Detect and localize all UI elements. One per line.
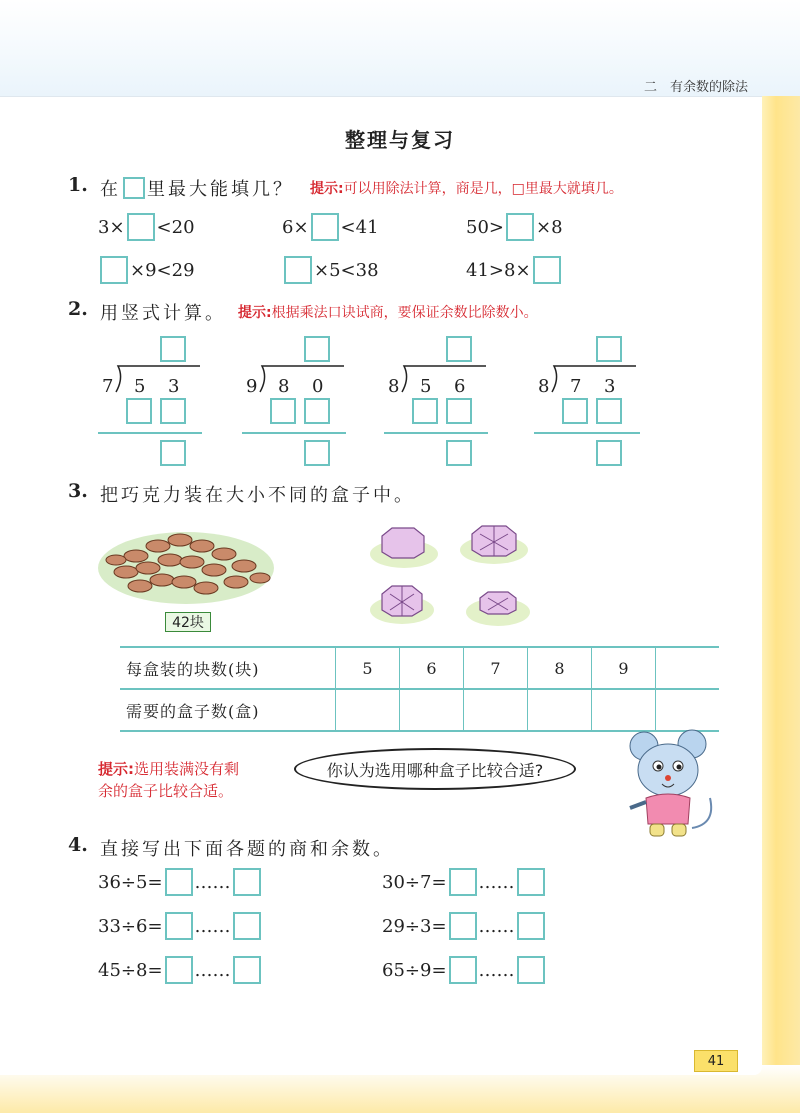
table-row (120, 689, 719, 731)
dividend-4-ones: 3 (604, 376, 616, 397)
q1-text-a: 在 (100, 179, 121, 200)
product-box-4b[interactable] (596, 398, 622, 424)
q3-hint-line2: 余的盒子比较合适。 (98, 782, 234, 800)
quotient-box-2[interactable] (304, 336, 330, 362)
q1-item-6 (466, 256, 561, 284)
q1-answer-box-6[interactable] (533, 256, 561, 284)
mouse-character-illustration (622, 728, 718, 844)
quotient-box-4[interactable] (596, 336, 622, 362)
chocolate-table (120, 646, 719, 732)
division-bracket-1 (112, 364, 202, 394)
divisor-2: 9 (246, 376, 258, 397)
row1-cell: 9 (592, 647, 656, 689)
q1-answer-box-4[interactable] (100, 256, 128, 284)
q4-expr-1: 36÷5= (98, 871, 163, 893)
q1-item-3-post: ×8 (536, 216, 563, 238)
q3-number: 3. (68, 480, 88, 502)
dividend-3-ones: 6 (454, 376, 466, 397)
q1-item-2-post: <41 (340, 216, 379, 238)
q1-hint (310, 178, 623, 198)
q1-item-3-pre: 50> (466, 216, 504, 238)
division-line-2 (242, 432, 346, 434)
q4-dots-4: …… (478, 915, 515, 937)
q4-dots-6: …… (478, 959, 515, 981)
divisor-1: 7 (102, 376, 114, 397)
product-box-3b[interactable] (446, 398, 472, 424)
q1-item-2 (282, 213, 379, 241)
remainder-answer-box-4[interactable] (517, 912, 545, 940)
q4-expr-6: 65÷9= (382, 959, 447, 981)
dividend-1-ones: 3 (168, 376, 180, 397)
q1-number: 1. (68, 174, 88, 196)
row1-cell: 5 (336, 647, 400, 689)
q1-item-5 (284, 256, 379, 284)
q1-answer-box-5[interactable] (284, 256, 312, 284)
division-line-3 (384, 432, 488, 434)
remainder-answer-box-2[interactable] (517, 868, 545, 896)
q4-item-1 (98, 868, 261, 896)
remainder-box-1[interactable] (160, 440, 186, 466)
division-bracket-4 (548, 364, 638, 394)
product-box-2b[interactable] (304, 398, 330, 424)
q4-item-2 (382, 868, 545, 896)
q1-item-4-post: ×9<29 (130, 259, 195, 281)
dividend-2-ones: 0 (312, 376, 324, 397)
q2-hint-text: 根据乘法口诀试商，要保证余数比除数小。 (271, 305, 538, 321)
q1-item-4 (100, 256, 195, 284)
row1-cell: 6 (400, 647, 464, 689)
product-box-4a[interactable] (562, 398, 588, 424)
row2-answer-cell[interactable] (528, 689, 592, 731)
row2-header: 需要的盒子数(盒) (120, 689, 336, 731)
dividend-2-tens: 8 (278, 376, 290, 397)
q4-expr-4: 29÷3= (382, 915, 447, 937)
q1-item-1-pre: 3× (98, 216, 125, 238)
row2-answer-cell[interactable] (656, 689, 720, 731)
product-box-2a[interactable] (270, 398, 296, 424)
dividend-1-tens: 5 (134, 376, 146, 397)
division-line-1 (98, 432, 202, 434)
q1-item-1 (98, 213, 195, 241)
product-box-1a[interactable] (126, 398, 152, 424)
quotient-box-3[interactable] (446, 336, 472, 362)
remainder-box-2[interactable] (304, 440, 330, 466)
quotient-answer-box-4[interactable] (449, 912, 477, 940)
row1-cell (656, 647, 720, 689)
row2-answer-cell[interactable] (464, 689, 528, 731)
dividend-3-tens: 5 (420, 376, 432, 397)
q1-item-2-pre: 6× (282, 216, 309, 238)
q1-item-5-post: ×5<38 (314, 259, 379, 281)
q4-item-5 (98, 956, 261, 984)
q2-hint-label: 提示: (238, 305, 272, 321)
q3-text: 把巧克力装在大小不同的盒子中。 (100, 485, 415, 506)
q1-hint-text: 可以用除法计算，商是几，□里最大就填几。 (343, 181, 623, 197)
q3-hint-label: 提示: (98, 760, 134, 778)
q1-text (100, 175, 294, 201)
page-edge (760, 96, 800, 1113)
quotient-answer-box-1[interactable] (165, 868, 193, 896)
row2-answer-cell[interactable] (336, 689, 400, 731)
q4-expr-2: 30÷7= (382, 871, 447, 893)
chapter-title: 二 有余数的除法 (643, 80, 748, 95)
page-number: 41 (694, 1050, 738, 1072)
q1-item-3 (466, 213, 563, 241)
row2-answer-cell[interactable] (400, 689, 464, 731)
row2-answer-cell[interactable] (592, 689, 656, 731)
table-row (120, 647, 719, 689)
division-bracket-2 (256, 364, 346, 394)
remainder-answer-box-1[interactable] (233, 868, 261, 896)
q4-dots-5: …… (194, 959, 231, 981)
division-bracket-3 (398, 364, 488, 394)
q1-answer-box-3[interactable] (506, 213, 534, 241)
row1-header: 每盒装的块数(块) (120, 647, 336, 689)
q2-number: 2. (68, 298, 88, 320)
q1-text-b: 里最大能填几？ (147, 179, 294, 200)
remainder-answer-box-3[interactable] (233, 912, 261, 940)
quotient-answer-box-6[interactable] (449, 956, 477, 984)
remainder-box-4[interactable] (596, 440, 622, 466)
quotient-answer-box-5[interactable] (165, 956, 193, 984)
q1-answer-box-1[interactable] (127, 213, 155, 241)
remainder-answer-box-6[interactable] (517, 956, 545, 984)
q2-hint (238, 302, 538, 322)
chocolate-pile-illustration (96, 516, 276, 608)
quotient-answer-box-3[interactable] (165, 912, 193, 940)
q1-answer-box-2[interactable] (311, 213, 339, 241)
q1-hint-label: 提示: (310, 181, 344, 197)
q4-dots-2: …… (478, 871, 515, 893)
page-title: 整理与复习 (345, 128, 455, 152)
q1-item-6-pre: 41>8× (466, 259, 531, 281)
division-line-4 (534, 432, 640, 434)
q4-expr-3: 33÷6= (98, 915, 163, 937)
dividend-4-tens: 7 (570, 376, 582, 397)
q4-number: 4. (68, 834, 88, 856)
q1-item-1-post: <20 (156, 216, 195, 238)
candy-count-label: 42块 (165, 612, 211, 632)
row1-cell: 8 (528, 647, 592, 689)
product-box-3a[interactable] (412, 398, 438, 424)
q1-inline-box (123, 177, 145, 199)
q2-text: 用竖式计算。 (100, 303, 226, 324)
quotient-box-1[interactable] (160, 336, 186, 362)
chapter-divider (0, 96, 762, 97)
q4-item-6 (382, 956, 545, 984)
remainder-box-3[interactable] (446, 440, 472, 466)
remainder-answer-box-5[interactable] (233, 956, 261, 984)
q4-dots-3: …… (194, 915, 231, 937)
q4-item-4 (382, 912, 545, 940)
speech-bubble: 你认为选用哪种盒子比较合适? (294, 748, 576, 790)
gift-boxes-illustration (368, 514, 548, 626)
divisor-4: 8 (538, 376, 550, 397)
q3-hint-line1: 选用装满没有剩 (134, 760, 240, 778)
q4-text: 直接写出下面各题的商和余数。 (100, 839, 394, 860)
quotient-answer-box-2[interactable] (449, 868, 477, 896)
q3-hint (98, 758, 239, 802)
product-box-1b[interactable] (160, 398, 186, 424)
divisor-3: 8 (388, 376, 400, 397)
row1-cell: 7 (464, 647, 528, 689)
q4-expr-5: 45÷8= (98, 959, 163, 981)
q4-dots-1: …… (194, 871, 231, 893)
q4-item-3 (98, 912, 261, 940)
